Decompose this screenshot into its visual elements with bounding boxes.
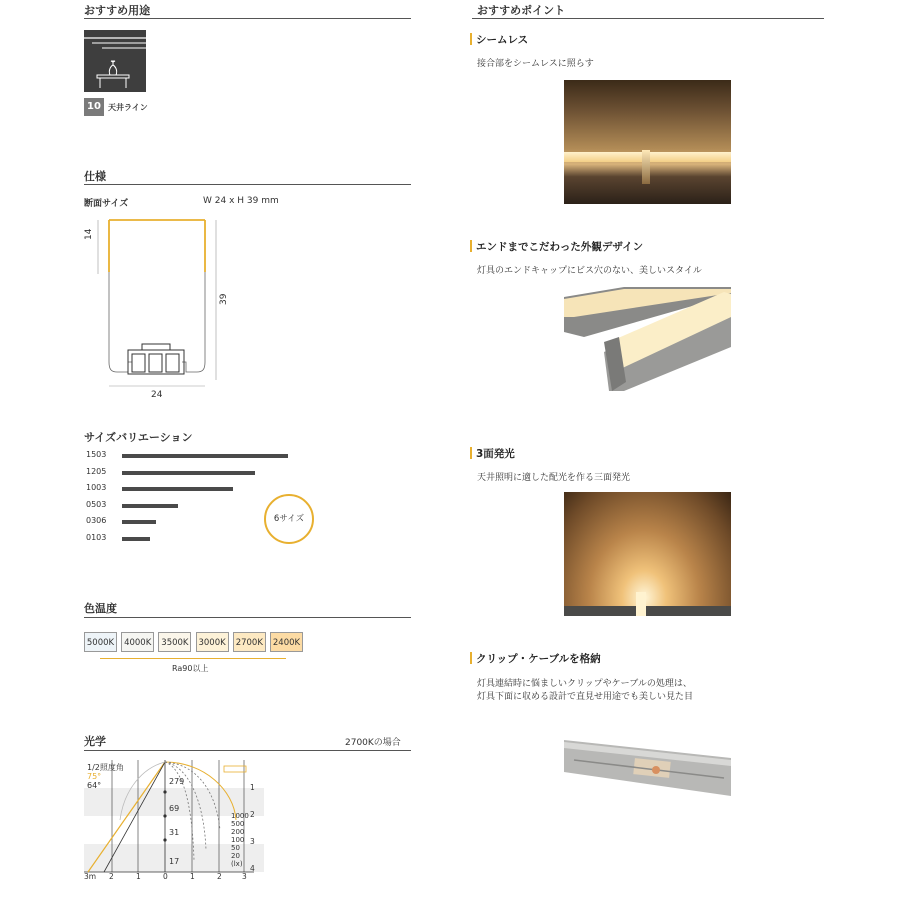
point-4-desc-line1: 灯具連結時に悩ましいクリップやケーブルの処理は、 <box>477 679 692 689</box>
point-1-title: シームレス <box>476 34 529 46</box>
optics-heading: 光学 <box>84 735 106 748</box>
color-temp-box: 3500K <box>158 632 191 652</box>
bottom-scale-tick: 1 <box>190 872 195 881</box>
color-temp-rule <box>84 617 411 618</box>
cross-section-label: 断面サイズ <box>84 199 129 209</box>
usage-heading: おすすめ用途 <box>84 4 151 17</box>
ra-text: Ra90以上 <box>172 664 209 673</box>
lux-legend-item: (lx) <box>231 860 243 868</box>
right-scale-tick: 1 <box>250 783 255 792</box>
usage-badge-label: 天井ライン <box>108 103 148 112</box>
point-marker <box>470 447 472 459</box>
point-3-desc: 天井照明に適した配光を作る三面発光 <box>477 473 631 483</box>
usage-badge-number: 10 <box>84 98 104 116</box>
bottom-scale-tick: 0 <box>163 872 168 881</box>
color-temp-box: 3000K <box>196 632 229 652</box>
three-side-emission-photo <box>564 492 731 616</box>
optics-note: 2700Kの場合 <box>345 738 401 748</box>
bottom-scale-tick: 2 <box>217 872 222 881</box>
lux-17: 17 <box>169 857 180 866</box>
spec-rule <box>84 184 411 185</box>
size-label: 0503 <box>86 499 107 509</box>
lux-legend-item: 1000 <box>231 812 249 820</box>
color-temp-box: 2700K <box>233 632 266 652</box>
lux-legend-item: 200 <box>231 828 245 836</box>
color-temp-heading: 色温度 <box>84 602 117 615</box>
end-cap-photo <box>564 287 731 391</box>
angle-orange: 75° <box>87 772 102 781</box>
cross-section-size: W 24 x H 39 mm <box>203 196 279 206</box>
point-marker <box>470 652 472 664</box>
lux-legend-item: 20 <box>231 852 240 860</box>
lux-31: 31 <box>169 828 180 837</box>
point-4-title: クリップ・ケーブルを格納 <box>476 653 601 665</box>
dim-24: 24 <box>151 390 163 400</box>
point-3-title: 3面発光 <box>476 448 515 460</box>
bottom-scale-tick: 3 <box>242 872 247 881</box>
size-bar <box>122 504 178 508</box>
dim-14: 14 <box>84 228 94 240</box>
point-2-title: エンドまでこだわった外観デザイン <box>476 241 644 253</box>
size-label: 1205 <box>86 466 107 476</box>
optics-rule <box>84 750 411 751</box>
size-label: 0103 <box>86 532 107 542</box>
points-heading: おすすめポイント <box>477 4 566 17</box>
lux-legend-item: 50 <box>231 844 240 852</box>
ceiling-line-usage-icon <box>84 30 146 92</box>
usage-rule <box>84 18 411 19</box>
bottom-scale-tick: 2 <box>109 872 114 881</box>
clip-cable-photo <box>564 736 731 800</box>
size-bar <box>122 537 150 541</box>
point-marker <box>470 33 472 45</box>
point-2-desc: 灯具のエンドキャップにビス穴のない、美しいスタイル <box>477 266 702 276</box>
lux-legend-item: 500 <box>231 820 245 828</box>
lux-279: 279 <box>169 777 185 786</box>
size-bar <box>122 454 288 458</box>
right-scale-tick: 2 <box>250 810 255 819</box>
size-bar <box>122 471 255 475</box>
size-label: 1503 <box>86 450 107 459</box>
lux-69: 69 <box>169 804 180 813</box>
size-bar <box>122 487 233 491</box>
point-4-desc-line2: 灯具下面に収める設計で直見せ用途でも美しい見た目 <box>477 692 694 702</box>
bottom-scale-tick: 1 <box>136 872 141 881</box>
cross-section-drawing <box>84 212 244 402</box>
color-temp-box: 5000K <box>84 632 117 652</box>
seamless-photo <box>564 80 731 204</box>
lux-legend-item: 100 <box>231 836 245 844</box>
color-temp-box: 2400K <box>270 632 303 652</box>
right-scale-tick: 3 <box>250 837 255 846</box>
size-variation-heading: サイズバリエーション <box>84 431 193 444</box>
points-rule <box>472 18 824 19</box>
size-label: 1003 <box>86 483 107 492</box>
right-scale-tick: 4 <box>250 864 255 873</box>
half-angle-label: 1/2照度角 <box>87 763 124 772</box>
angle-dark: 64° <box>87 781 102 790</box>
bottom-scale-tick: 3m <box>84 872 97 881</box>
size-label: 0306 <box>86 516 107 525</box>
point-1-desc: 接合部をシームレスに照らす <box>477 59 594 69</box>
color-temp-box: 4000K <box>121 632 154 652</box>
spec-heading: 仕様 <box>84 170 106 183</box>
ra-line <box>100 658 286 659</box>
size-bar <box>122 520 156 524</box>
point-marker <box>470 240 472 252</box>
dim-39: 39 <box>219 293 229 305</box>
size-count-badge: 6サイズ <box>264 494 314 544</box>
